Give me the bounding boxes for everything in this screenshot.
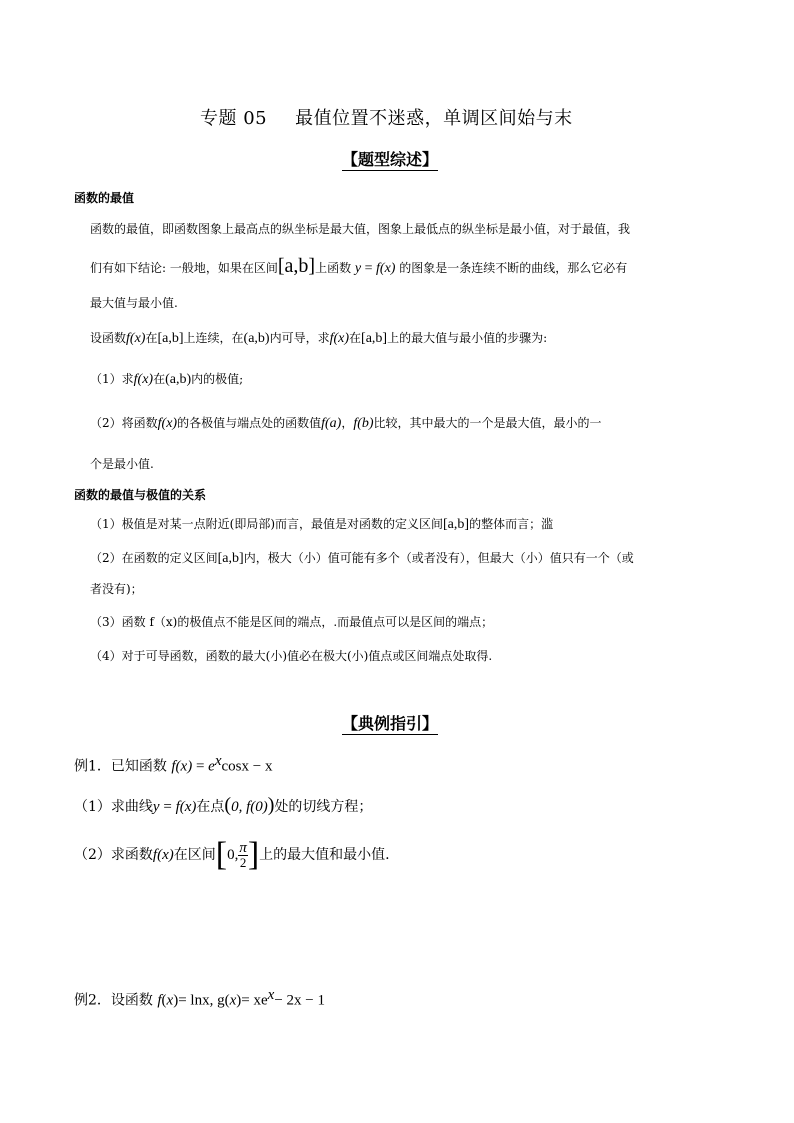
paragraph-line: 最大值与最小值. <box>90 296 178 310</box>
relation-item: （3）函数 f（x)的极值点不能是区间的端点，.而最值点可以是区间的端点； <box>90 615 494 629</box>
title-text: 最值位置不迷惑，单调区间始与末 <box>295 108 573 129</box>
example-1-statement: 例1．已知函数 $f(x) = e^x\cos x - x$ <box>74 753 273 775</box>
section-heading-overview: 【题型综述】 <box>342 150 439 169</box>
example-1-question-1: （1）求曲线y = f(x)在点(0, f(0))处的切线方程； <box>74 794 373 816</box>
step-item: （2）将函数f(x)的各极值与端点处的函数值f(a)，f(b)比较，其中最大的一个是最大值，最小的一 <box>90 416 602 431</box>
relation-item: （2）在函数的定义区间[a,b]内，极大（小）值可能有多个（或者没有），但最大（小）值只有一个（或 <box>90 551 634 566</box>
step-item-continued: 个是最小值. <box>90 457 154 471</box>
example-1-question-2: （2）求函数f(x)在区间[0, $\frac{\pi}{2}$ ]上的最大值和最小值. <box>74 836 390 873</box>
example-2-statement: 例2．设函数 f(x)= lnx, $g(x)= xe^x- 2x - 1$ <box>74 987 325 1009</box>
page-title <box>200 104 573 130</box>
subheading-function-extrema: 函数的最值 <box>74 191 135 205</box>
section-heading-examples: 【典例指引】 <box>342 714 439 733</box>
paragraph-line: 函数的最值，即函数图象上最高点的纵坐标是最大值，图象上最低点的纵坐标是最小值，对于最值，我 <box>90 222 631 236</box>
subheading-extrema-relation: 函数的最值与极值的关系 <box>74 488 207 502</box>
relation-item: （1）极值是对某一点附近(即局部)而言，最值是对函数的定义区间[a,b]的整体而言；滥 <box>90 517 554 532</box>
paragraph-line: 设函数f(x)在[a,b]上连续，在(a,b)内可导，求f(x)在[a,b]上的最大值与最小值的步骤为: <box>90 331 548 346</box>
relation-item: （4）对于可导函数，函数的最大(小)值必在极大(小)值点或区间端点处取得. <box>90 649 493 663</box>
math-interval: [a,b] <box>277 255 316 277</box>
paragraph-line: 们有如下结论: 一般地，如果在区间[a,b]上函数 y = f(x) 的图象是一条连续不断的曲线，那么它必有 <box>90 255 628 277</box>
title-topic-number: 专题 05 <box>200 108 268 129</box>
relation-item-continued: 者没有)； <box>90 582 143 596</box>
fraction-pi-over-2: $\frac{\pi}{2}$ <box>239 839 247 870</box>
step-item: （1）求f(x)在(a,b)内的极值; <box>90 372 244 387</box>
